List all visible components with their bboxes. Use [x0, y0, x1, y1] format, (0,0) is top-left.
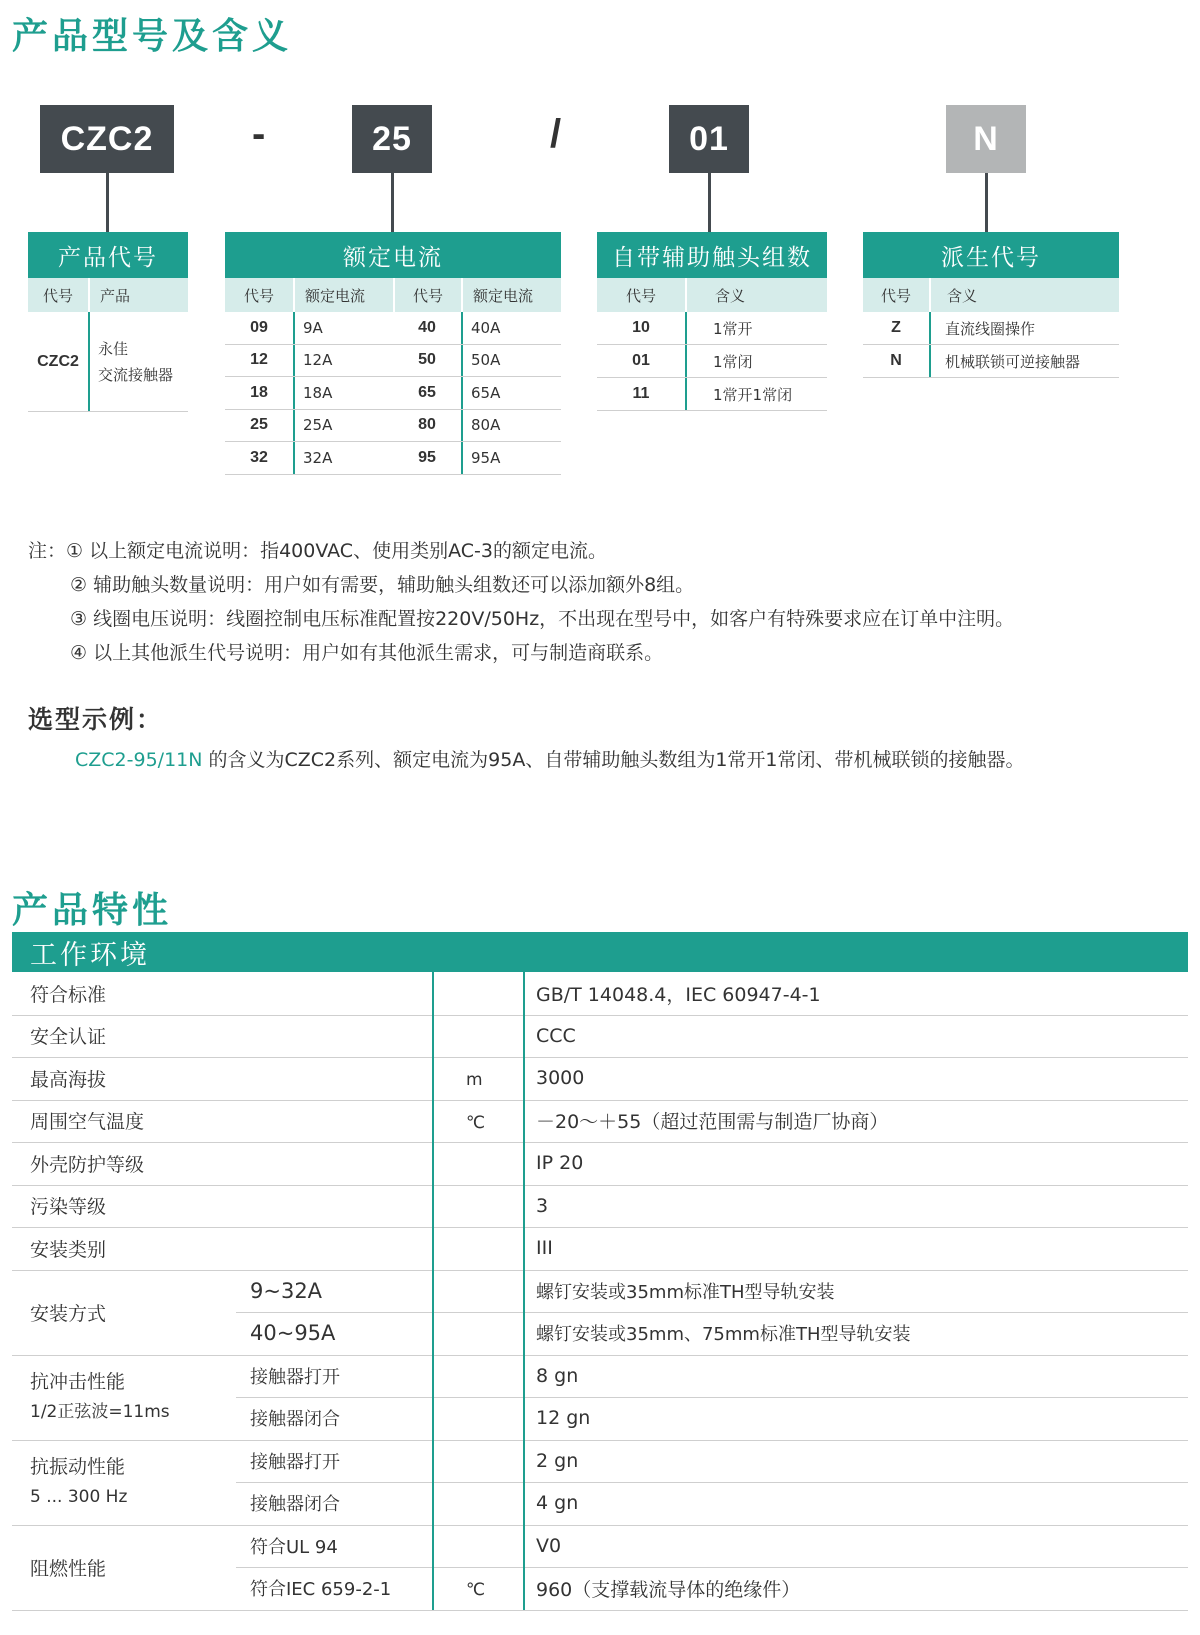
notes-block: [28, 534, 1014, 670]
env-sub-label: 接触器打开: [250, 1451, 340, 1473]
separator-dash: -: [252, 112, 266, 156]
cell-code: 01: [632, 352, 650, 369]
env-label-sub: 1/2正弦波=11ms: [30, 1402, 170, 1422]
env-label: 抗振动性能: [30, 1456, 126, 1478]
section-title-model: 产品型号及含义: [12, 16, 293, 57]
table-row: [597, 312, 827, 345]
env-value: 4 gn: [536, 1492, 579, 1515]
table-aux-contacts: [597, 232, 827, 411]
env-label-group: [30, 1355, 170, 1440]
cell-product-line: 交流接触器: [98, 365, 174, 384]
cell-current: 65A: [461, 377, 561, 409]
col-header: 额定电流: [461, 278, 561, 312]
env-label: 抗冲击性能: [30, 1371, 126, 1393]
code-box-current: 25: [352, 105, 432, 173]
env-label: 外壳防护等级: [30, 1153, 145, 1176]
code-box-derived: N: [946, 105, 1026, 173]
env-label: 符合标准: [30, 983, 107, 1006]
table-row: [28, 312, 188, 412]
col-header: 代号: [625, 286, 656, 305]
cell-current: 50A: [461, 345, 561, 377]
env-sub-label: 40~95A: [250, 1321, 336, 1346]
env-label-sub: 5 ... 300 Hz: [30, 1487, 128, 1507]
row-divider: [12, 1610, 1188, 1611]
env-value: 12 gn: [536, 1407, 591, 1430]
example-line: [75, 745, 1025, 772]
row-divider: [236, 1397, 1188, 1398]
code-box-series: CZC2: [40, 105, 174, 173]
row-divider: [12, 1525, 1188, 1526]
table-header-row: [28, 278, 188, 312]
col-header: 额定电流: [293, 278, 393, 312]
cell-current: 80A: [461, 410, 561, 442]
env-value: V0: [536, 1534, 562, 1557]
col-header: 代号: [243, 286, 274, 305]
env-label: 安装类别: [30, 1238, 107, 1261]
cell-meaning: 机械联锁可逆接触器: [929, 345, 1080, 377]
table-row: [863, 312, 1119, 345]
env-value: 螺钉安装或35mm标准TH型导轨安装: [536, 1281, 835, 1303]
env-value: －20～＋55（超过范围需与制造厂协商）: [536, 1111, 889, 1134]
table-title: 额定电流: [225, 232, 561, 278]
env-label: 最高海拔: [30, 1068, 107, 1091]
example-model: CZC2-95/11N: [75, 749, 203, 771]
cell-code: Z: [891, 319, 901, 336]
env-label: 安全认证: [30, 1026, 107, 1049]
table-header-row: [863, 278, 1119, 312]
col-header: 代号: [393, 278, 461, 312]
cell-current: 25A: [293, 410, 393, 442]
row-divider: [236, 1482, 1188, 1483]
env-label: 安装方式: [30, 1302, 107, 1325]
cell-code: 12: [250, 351, 268, 369]
row-divider: [12, 1227, 1188, 1228]
cell-code: 09: [250, 318, 268, 336]
env-value: 8 gn: [536, 1364, 579, 1387]
notes-prefix: 注：: [28, 540, 67, 562]
cell-code: 32: [250, 448, 268, 466]
table-row: [863, 345, 1119, 378]
note-line: ① 以上额定电流说明：指400VAC、使用类别AC-3的额定电流。: [66, 540, 607, 562]
row-divider: [12, 1015, 1188, 1016]
env-unit: ℃: [466, 1112, 486, 1133]
cell-current: 95A: [461, 442, 561, 474]
connector-line: [985, 173, 988, 232]
row-divider: [12, 1185, 1188, 1186]
table-row: [225, 345, 561, 378]
row-divider: [12, 1142, 1188, 1143]
env-label: 周围空气温度: [30, 1111, 145, 1134]
row-divider: [12, 1355, 1188, 1356]
table-derived-code: [863, 232, 1119, 378]
row-divider: [12, 1440, 1188, 1441]
env-header-bar: 工作环境: [12, 932, 1188, 972]
table-row: [225, 377, 561, 410]
env-sub-label: 接触器闭合: [250, 1494, 340, 1516]
cell-current: 32A: [293, 442, 393, 474]
env-unit: m: [466, 1070, 483, 1091]
table-header-row: [225, 278, 561, 312]
connector-line: [708, 173, 711, 232]
env-sub-label: 接触器打开: [250, 1366, 340, 1388]
env-unit: ℃: [466, 1580, 486, 1601]
table-row: [597, 345, 827, 378]
table-row: [225, 442, 561, 475]
cell-code: CZC2: [37, 352, 79, 370]
env-sub-label: 符合IEC 659-2-1: [250, 1579, 392, 1601]
example-text: 的含义为CZC2系列、额定电流为95A、自带辅助触头数组为1常开1常闭、带机械联锁的接触器。: [202, 749, 1025, 771]
cell-code: 50: [418, 351, 436, 369]
env-label: 污染等级: [30, 1196, 107, 1219]
cell-meaning: 1常开1常闭: [685, 378, 792, 410]
section-title-features: 产品特性: [12, 890, 173, 931]
env-label: 阻燃性能: [30, 1557, 107, 1580]
table-product-code: [28, 232, 188, 412]
note-line: ④ 以上其他派生代号说明：用户如有其他派生需求，可与制造商联系。: [70, 642, 664, 664]
table-title: 派生代号: [863, 232, 1119, 278]
row-divider: [12, 1057, 1188, 1058]
col-header: 产品: [88, 278, 130, 312]
column-divider: [432, 972, 434, 1610]
example-title: 选型示例：: [28, 705, 164, 734]
note-line: ② 辅助触头数量说明：用户如有需要，辅助触头组数还可以添加额外8组。: [70, 574, 695, 596]
env-sub-label: 符合UL 94: [250, 1536, 338, 1558]
table-row: [597, 378, 827, 411]
cell-current: 12A: [293, 345, 393, 377]
cell-meaning: 1常开: [685, 312, 753, 344]
connector-line: [106, 173, 109, 232]
cell-current: 40A: [461, 312, 561, 344]
env-value: 2 gn: [536, 1449, 579, 1472]
cell-code: 18: [250, 383, 268, 401]
cell-code: 80: [418, 416, 436, 434]
separator-slash: /: [550, 112, 562, 156]
col-header: 含义: [929, 278, 977, 312]
env-value: CCC: [536, 1024, 576, 1047]
cell-current: 9A: [293, 312, 393, 344]
table-rated-current: [225, 232, 561, 475]
cell-code: 25: [250, 416, 268, 434]
cell-code: 65: [418, 383, 436, 401]
note-line: ③ 线圈电压说明：线圈控制电压标准配置按220V/50Hz，不出现在型号中，如客户有特殊要求应在订单中注明。: [70, 608, 1015, 630]
cell-code: 40: [418, 318, 436, 336]
env-value: 螺钉安装或35mm、75mm标准TH型导轨安装: [536, 1324, 911, 1346]
connector-line: [391, 173, 394, 232]
col-header: 代号: [880, 286, 911, 305]
cell-meaning: 直流线圈操作: [929, 312, 1035, 344]
column-divider: [523, 972, 525, 1610]
table-title: 产品代号: [28, 232, 188, 278]
cell-current: 18A: [293, 377, 393, 409]
table-row: [225, 312, 561, 345]
env-value: 3000: [536, 1067, 585, 1090]
cell-code: 11: [632, 385, 650, 402]
env-value: 960（支撑载流导体的绝缘件）: [536, 1578, 801, 1601]
env-label-group: [30, 1440, 127, 1525]
env-value: IP 20: [536, 1152, 584, 1175]
table-row: [225, 410, 561, 443]
env-value: III: [536, 1237, 553, 1260]
env-value: GB/T 14048.4，IEC 60947-4-1: [536, 983, 821, 1006]
env-sub-label: 9~32A: [250, 1278, 323, 1303]
cell-meaning: 1常闭: [685, 345, 753, 377]
cell-code: 95: [418, 448, 436, 466]
cell-product-line: 永佳: [98, 339, 129, 358]
env-sub-label: 接触器闭合: [250, 1409, 340, 1431]
cell-code: N: [890, 352, 902, 369]
table-header-row: [597, 278, 827, 312]
env-value: 3: [536, 1194, 549, 1217]
col-header: 含义: [685, 278, 745, 312]
code-box-aux: 01: [669, 105, 749, 173]
cell-code: 10: [632, 319, 650, 336]
col-header: 代号: [42, 286, 73, 305]
table-title: 自带辅助触头组数: [597, 232, 827, 278]
